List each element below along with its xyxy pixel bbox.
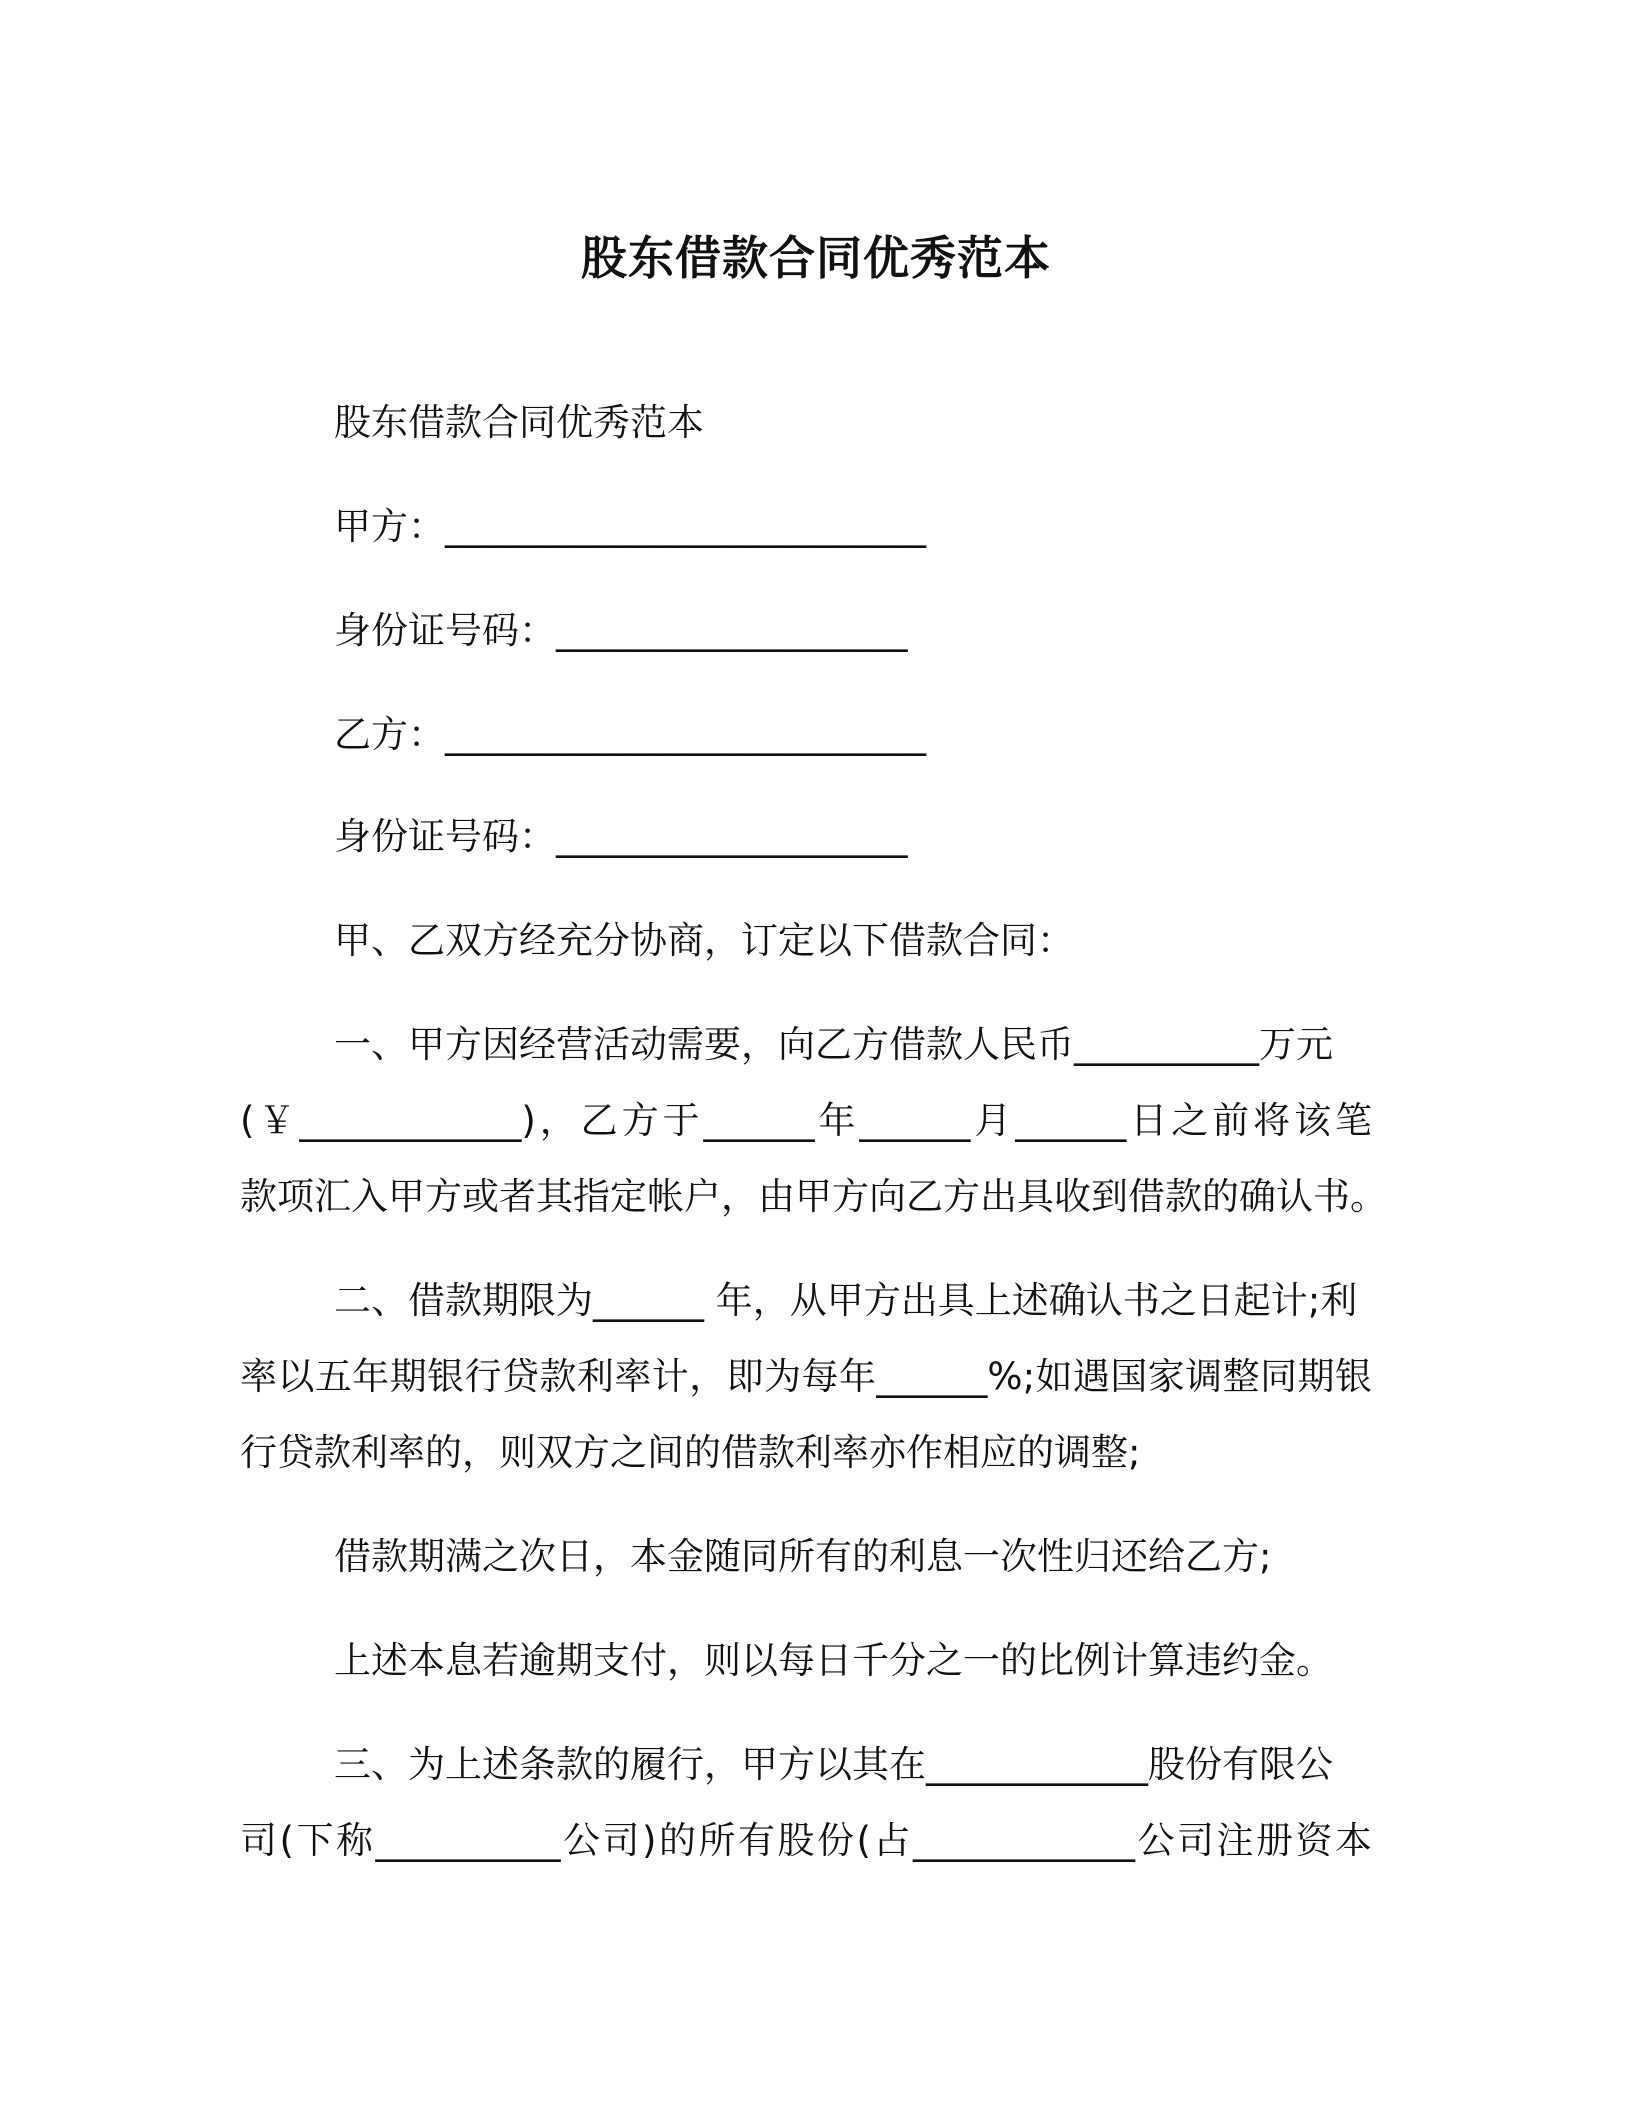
maturity-line: 借款期满之次日，本金随同所有的利息一次性归还给乙方;	[334, 1535, 1272, 1578]
clause-1-line-1: 一、甲方因经营活动需要，向乙方借款人民币__________万元	[334, 1023, 1333, 1066]
clause-3-line-2: 司(下称__________公司)的所有股份(占____________公司注册资本	[240, 1819, 1372, 1862]
clause-2-line-3: 行贷款利率的，则双方之间的借款利率亦作相应的调整;	[240, 1431, 1141, 1474]
party-b-line: 乙方：__________________________	[334, 713, 926, 756]
subtitle-line: 股东借款合同优秀范本	[334, 401, 704, 444]
document-title: 股东借款合同优秀范本	[581, 231, 1051, 285]
clause-2-line-2: 率以五年期银行贷款利率计，即为每年______%;如遇国家调整同期银	[240, 1355, 1372, 1398]
party-b-id-line: 身份证号码：___________________	[334, 815, 908, 858]
clause-1-line-3: 款项汇入甲方或者其指定帐户，由甲方向乙方出具收到借款的确认书。	[240, 1175, 1387, 1218]
clause-3-line-1: 三、为上述条款的履行，甲方以其在____________股份有限公	[334, 1743, 1333, 1786]
clause-2-line-1: 二、借款期限为______ 年，从甲方出具上述确认书之日起计;利	[334, 1279, 1358, 1322]
penalty-line: 上述本息若逾期支付，则以每日千分之一的比例计算违约金。	[334, 1639, 1333, 1682]
clause-1-line-2: (￥____________)，乙方于______年______月______日之前将该笔	[240, 1099, 1372, 1142]
agreement-intro-line: 甲、乙双方经充分协商，订定以下借款合同：	[334, 919, 1074, 962]
party-a-id-line: 身份证号码：___________________	[334, 609, 908, 652]
party-a-line: 甲方：__________________________	[334, 505, 926, 548]
